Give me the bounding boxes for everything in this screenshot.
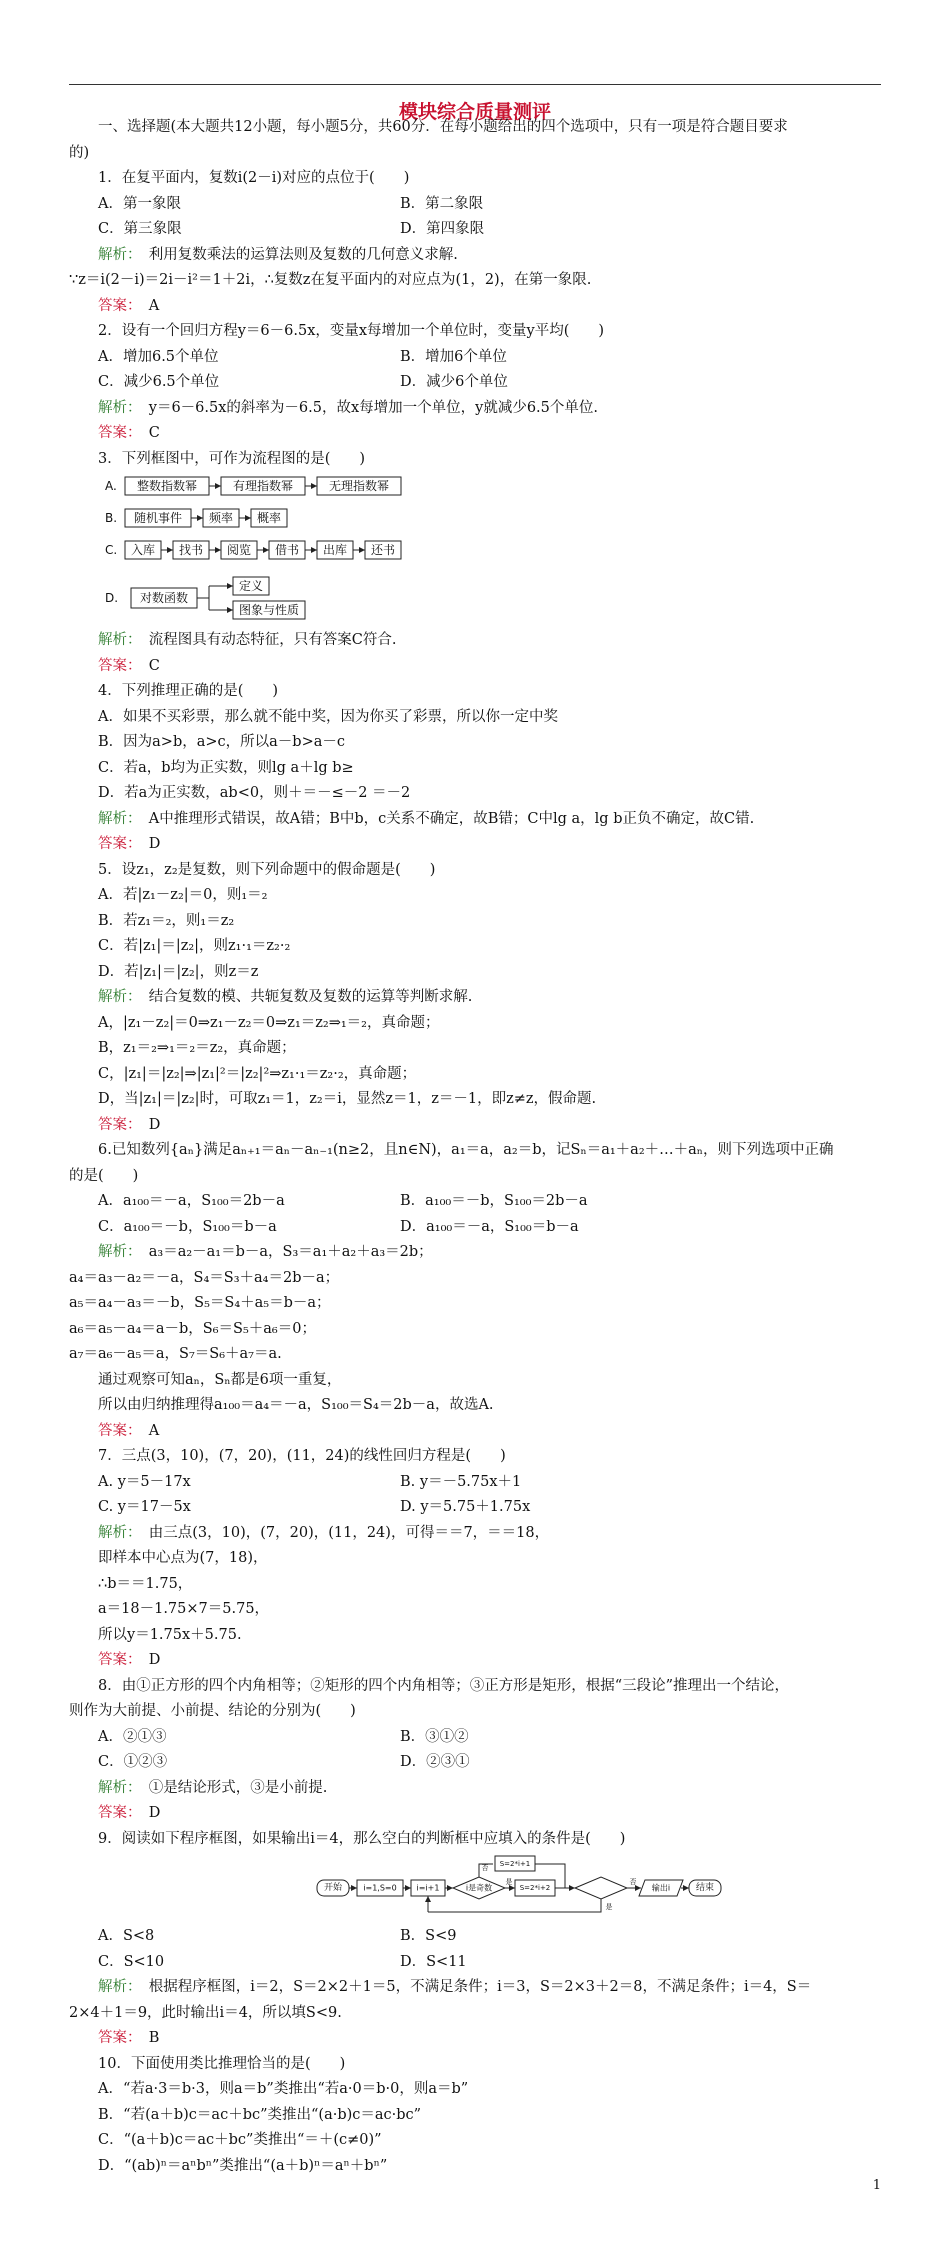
line-text: 结合复数的模、共轭复数及复数的运算等判断求解. xyxy=(134,989,473,1005)
flow-box-label: 还书 xyxy=(370,543,396,557)
flow-box-label: 无理指数幂 xyxy=(328,479,390,493)
flow-box-label: 借书 xyxy=(274,543,300,557)
line-text: 8．由①正方形的四个内角相等；②矩形的四个内角相等；③正方形是矩形，根据“三段论”推理出一个结论， xyxy=(98,1677,790,1694)
line-text: a₃＝a₂－a₁＝b－a，S₃＝a₁＋a₂＋a₃＝2b； xyxy=(134,1244,433,1260)
analysis-label: 解析： xyxy=(98,1524,135,1541)
flow-box-label: 概率 xyxy=(256,511,282,525)
text-line xyxy=(69,294,881,320)
text-line xyxy=(69,1950,881,1976)
text-line xyxy=(69,1419,881,1445)
flow-box-label: 出库 xyxy=(322,543,348,557)
init-label: i=1,S=0 xyxy=(363,1883,397,1893)
text-line xyxy=(69,1444,881,1470)
line-text: D．若|z₁|＝|z₂|，则z＝z xyxy=(98,963,259,980)
text-line xyxy=(69,654,881,680)
arrow-head xyxy=(245,515,251,521)
line-text: C. y＝17－5x xyxy=(98,1499,191,1515)
text-line xyxy=(69,2026,881,2052)
arrow-head xyxy=(215,547,221,553)
text-line xyxy=(69,1699,881,1725)
line-text: 10．下面使用类比推理恰当的是( ) xyxy=(98,2055,346,2072)
line-text: A xyxy=(134,297,160,314)
diagram-line xyxy=(428,1899,601,1912)
line-text: 则作为大前提、小前提、结论的分别为( ) xyxy=(69,1703,356,1719)
analysis-label: 解析： xyxy=(98,1979,135,1995)
analysis-label: 解析： xyxy=(98,989,135,1005)
line-text: 所以y＝1.75x＋5.75. xyxy=(98,1626,242,1643)
branch-label: 否 xyxy=(481,1864,489,1872)
text-line xyxy=(69,1215,881,1241)
arrow-head xyxy=(227,583,233,589)
line-text: a₆＝a₅－a₄＝a－b，S₆＝S₅＋a₆＝0； xyxy=(69,1320,316,1337)
arrow-head xyxy=(311,547,317,553)
analysis-label: 解析： xyxy=(98,1244,135,1260)
line-text: 7．三点(3，10)，(7，20)，(11，24)的线性回归方程是( ) xyxy=(98,1448,506,1464)
odd-assign-label: S=2*i+2 xyxy=(519,1884,551,1892)
text-line xyxy=(69,1011,881,1037)
text-line xyxy=(69,985,881,1011)
flow-box-label: 找书 xyxy=(178,543,204,557)
line-text: 4．下列推理正确的是( ) xyxy=(98,683,279,699)
text-line xyxy=(69,2103,881,2129)
page-title: 模块综合质量测评 xyxy=(398,101,551,123)
line-text: 根据程序框图，i＝2，S＝2×2＋1＝5，不满足条件；i＝3，S＝2×3＋2＝8，不满足条件；i＝4，S＝ xyxy=(134,1979,812,1995)
line-text: C．若a，b均为正实数，则lg a＋lg b≥ xyxy=(98,759,354,776)
text-line xyxy=(69,1572,881,1598)
option-label: A. xyxy=(105,479,117,493)
line-text: C．a₁₀₀＝－b，S₁₀₀＝b－a xyxy=(98,1218,277,1235)
program-flowchart-figure xyxy=(69,1852,881,1920)
line-text: C．“(a＋b)c＝ac＋bc”类推出“＝＋(c≠0)” xyxy=(98,2132,382,2148)
text-line xyxy=(69,1597,881,1623)
line-text: 一、选择题(本大题共12小题，每小题5分，共60分．在每小题给出的四个选项中，只有一项是符合题目要求 xyxy=(98,119,788,135)
line-text: a₅＝a₄－a₃＝－b，S₅＝S₄＋a₅＝b－a； xyxy=(69,1295,331,1311)
text-line xyxy=(69,1062,881,1088)
line-text: A，|z₁－z₂|＝0⇒z₁－z₂＝0⇒z₁＝z₂⇒₁＝₂，真命题； xyxy=(98,1014,440,1031)
analysis-label: 解析： xyxy=(98,810,135,827)
analysis-label: 解析： xyxy=(98,632,135,648)
answer-label: 答案： xyxy=(98,1422,135,1439)
text-line xyxy=(69,1470,881,1496)
text-line xyxy=(69,1623,881,1649)
arrow-head xyxy=(311,483,317,489)
line-text: A xyxy=(134,1422,160,1439)
document-body xyxy=(69,115,881,2179)
line-text: A．S<8 xyxy=(98,1928,155,1944)
flow-box-label: 对数函数 xyxy=(139,591,189,605)
line-text: A．第一象限 xyxy=(98,195,181,212)
analysis-label: 解析： xyxy=(98,399,135,416)
arrow-head xyxy=(351,1885,357,1891)
text-line xyxy=(69,2128,881,2154)
text-line xyxy=(69,628,881,654)
line-text: a＝18－1.75×7＝5.75， xyxy=(98,1601,270,1617)
blank-condition-diamond xyxy=(575,1877,627,1899)
option-right: D．②③① xyxy=(400,1754,470,1770)
text-line xyxy=(69,192,881,218)
option-label: B. xyxy=(105,511,118,525)
line-text: D xyxy=(134,836,161,852)
text-line xyxy=(69,781,881,807)
header-rule xyxy=(69,84,881,85)
text-line xyxy=(69,1266,881,1292)
text-line xyxy=(69,1801,881,1827)
line-text: D xyxy=(134,1116,161,1133)
option-right: D．a₁₀₀＝－a，S₁₀₀＝b－a xyxy=(400,1218,579,1235)
text-line xyxy=(69,1750,881,1776)
line-text: B．若z₁＝₂，则₁＝z₂ xyxy=(98,912,235,929)
option-right: D．减少6个单位 xyxy=(400,374,508,390)
text-line xyxy=(69,679,881,705)
line-text: A．“若a·3＝b·3，则a＝b”类推出“若a·0＝b·0，则a＝b” xyxy=(98,2081,469,2097)
line-text: 5．设z₁，z₂是复数，则下列命题中的假命题是( ) xyxy=(98,861,436,878)
text-line xyxy=(69,1975,881,2001)
line-text: D．“(ab)ⁿ＝aⁿbⁿ”类推出“(a＋b)ⁿ＝aⁿ＋bⁿ” xyxy=(98,2157,388,2174)
line-text: A. y＝5－17x xyxy=(98,1473,191,1490)
line-text: C．①②③ xyxy=(98,1754,168,1770)
text-line xyxy=(69,1725,881,1751)
text-line xyxy=(69,1648,881,1674)
line-text: A．②①③ xyxy=(98,1728,167,1745)
text-line xyxy=(69,1495,881,1521)
line-text: A．增加6.5个单位 xyxy=(98,348,219,365)
branch-label: 是 xyxy=(505,1878,513,1886)
line-text: C．若|z₁|＝|z₂|，则z₁·₁＝z₂·₂ xyxy=(98,938,291,954)
line-text: a₇＝a₆－a₅＝a，S₇＝S₆＋a₇＝a. xyxy=(69,1346,282,1362)
text-line xyxy=(69,730,881,756)
line-text: 流程图具有动态特征，只有答案C符合. xyxy=(134,632,397,648)
option-right: B．③①② xyxy=(400,1728,469,1745)
line-text: 即样本中心点为(7，18)， xyxy=(98,1550,268,1566)
line-text: C．减少6.5个单位 xyxy=(98,374,220,390)
question-3-figure xyxy=(69,472,881,628)
answer-label: 答案： xyxy=(98,657,135,674)
increment-label: i=i+1 xyxy=(416,1883,440,1893)
arrow-head xyxy=(227,607,233,613)
flow-box-label: 入库 xyxy=(130,543,156,557)
line-text: 的) xyxy=(69,144,90,161)
flow-box-label: 频率 xyxy=(208,511,234,525)
line-text: 由三点(3，10)，(7，20)，(11，24)，可得＝＝7，＝＝18， xyxy=(134,1524,550,1541)
branch-label: 否 xyxy=(629,1878,637,1886)
arrow-head xyxy=(405,1885,411,1891)
start-label: 开始 xyxy=(323,1883,343,1893)
option-right: D. y＝5.75＋1.75x xyxy=(400,1499,531,1515)
text-line xyxy=(69,396,881,422)
text-line xyxy=(69,1164,881,1190)
text-line xyxy=(69,909,881,935)
arrow-head xyxy=(167,547,173,553)
text-line xyxy=(69,217,881,243)
line-text: C xyxy=(134,657,160,674)
line-text: A．如果不买彩票，那么就不能中奖，因为你买了彩票，所以你一定中奖 xyxy=(98,708,558,725)
answer-label: 答案： xyxy=(98,836,135,852)
arrow-head xyxy=(197,515,203,521)
option-right: D．S<11 xyxy=(400,1953,467,1970)
text-line xyxy=(69,858,881,884)
text-line xyxy=(69,832,881,858)
text-line xyxy=(69,1924,881,1950)
text-line xyxy=(69,345,881,371)
line-text: D，当|z₁|＝|z₂|时，可取z₁＝1，z₂＝i，显然z＝1，z＝－1，即z≠z，假命题. xyxy=(98,1091,597,1107)
text-line xyxy=(69,756,881,782)
line-text: B，z₁＝₂⇒₁＝₂＝z₂，真命题； xyxy=(98,1040,296,1056)
flow-box-label: 定义 xyxy=(238,579,264,593)
line-text: y＝6－6.5x的斜率为－6.5，故x每增加一个单位，y就减少6.5个单位. xyxy=(134,399,598,416)
arrow-head xyxy=(683,1885,689,1891)
text-line xyxy=(69,960,881,986)
line-text: C．S<10 xyxy=(98,1953,165,1970)
odd-check-label: i是奇数 xyxy=(465,1883,493,1893)
output-label: 输出i xyxy=(651,1883,671,1893)
text-line xyxy=(69,1674,881,1700)
answer-label: 答案： xyxy=(98,2030,135,2046)
answer-label: 答案： xyxy=(98,1116,135,1133)
answer-label: 答案： xyxy=(98,1652,135,1668)
line-text: ①是结论形式，③是小前提. xyxy=(134,1779,328,1796)
text-line xyxy=(69,1113,881,1139)
line-text: B．因为a>b，a>c，所以a－b>a－c xyxy=(98,734,345,750)
arrow-head xyxy=(263,547,269,553)
text-line xyxy=(69,1342,881,1368)
line-text: 所以由归纳推理得a₁₀₀＝a₄＝－a，S₁₀₀＝S₄＝2b－a，故选A. xyxy=(98,1397,494,1413)
text-line xyxy=(69,1521,881,1547)
text-line xyxy=(69,1036,881,1062)
flow-box-label: 图象与性质 xyxy=(238,603,300,617)
text-line xyxy=(69,1393,881,1419)
text-line xyxy=(69,1138,881,1164)
page-number: 1 xyxy=(872,2178,881,2193)
text-line xyxy=(69,141,881,167)
option-label: D. xyxy=(105,591,119,605)
option-right: D．第四象限 xyxy=(400,221,485,237)
line-text: 1．在复平面内，复数i(2－i)对应的点位于( ) xyxy=(98,170,410,186)
option-right: B. y＝－5.75x＋1 xyxy=(400,1473,522,1490)
text-line xyxy=(69,807,881,833)
text-line xyxy=(69,319,881,345)
text-line xyxy=(69,1291,881,1317)
text-line xyxy=(69,1240,881,1266)
line-text: A中推理形式错误，故A错；B中b，c关系不确定，故B错；C中lg a，lg b正负不确定，故C错. xyxy=(134,810,755,827)
answer-label: 答案： xyxy=(98,297,135,314)
option-right: B．第二象限 xyxy=(400,195,484,212)
line-text: ∴b＝＝1.75， xyxy=(98,1575,193,1592)
line-text: ∵z＝i(2－i)＝2i－i²＝1＋2i，∴复数z在复平面内的对应点为(1，2)，在第一象限. xyxy=(69,272,592,288)
line-text: 的是( ) xyxy=(69,1167,139,1184)
branch-label: 是 xyxy=(605,1903,613,1911)
line-text: A．a₁₀₀＝－a，S₁₀₀＝2b－a xyxy=(98,1193,285,1209)
text-line xyxy=(69,1189,881,1215)
text-line xyxy=(69,2154,881,2180)
arrow-head xyxy=(425,1896,431,1902)
line-text: 2．设有一个回归方程y＝6－6.5x，变量x每增加一个单位时，变量y平均( ) xyxy=(98,323,605,339)
line-text: 利用复数乘法的运算法则及复数的几何意义求解. xyxy=(134,246,458,263)
text-line xyxy=(69,934,881,960)
flow-box-label: 有理指数幂 xyxy=(232,479,294,493)
arrow-head xyxy=(359,547,365,553)
text-line xyxy=(69,1827,881,1853)
question-9-figure xyxy=(69,1852,881,1924)
line-text: 3．下列框图中，可作为流程图的是( ) xyxy=(98,450,366,467)
arrow-head xyxy=(215,483,221,489)
option-right: B．S<9 xyxy=(400,1928,457,1944)
text-line xyxy=(69,1368,881,1394)
text-line xyxy=(69,2001,881,2027)
analysis-label: 解析： xyxy=(98,246,135,263)
text-line xyxy=(69,447,881,473)
end-label: 结束 xyxy=(695,1883,715,1893)
line-text: 2×4＋1＝9，此时输出i＝4，所以填S<9. xyxy=(69,2004,342,2021)
text-line xyxy=(69,115,881,141)
flow-box-label: 阅览 xyxy=(226,543,252,557)
line-text: C．第三象限 xyxy=(98,221,182,237)
option-right: B．增加6个单位 xyxy=(400,348,507,365)
flow-box-label: 随机事件 xyxy=(133,511,183,525)
line-text: 9．阅读如下程序框图，如果输出i＝4，那么空白的判断框中应填入的条件是( ) xyxy=(98,1830,626,1847)
text-line xyxy=(69,883,881,909)
text-line xyxy=(69,370,881,396)
text-line xyxy=(69,1317,881,1343)
text-line xyxy=(69,1087,881,1113)
flowchart-options-figure xyxy=(69,472,881,624)
line-text: D xyxy=(134,1652,161,1668)
line-text: 通过观察可知aₙ，Sₙ都是6项一重复， xyxy=(98,1371,342,1388)
line-text: a₄＝a₃－a₂＝－a，S₄＝S₃＋a₄＝2b－a； xyxy=(69,1269,340,1286)
line-text: B xyxy=(134,2030,160,2046)
answer-label: 答案： xyxy=(98,425,135,441)
line-text: C xyxy=(134,425,160,441)
text-line xyxy=(69,1546,881,1572)
text-line xyxy=(69,1776,881,1802)
option-label: C. xyxy=(105,543,118,557)
text-line xyxy=(69,268,881,294)
flow-box-label: 整数指数幂 xyxy=(136,479,198,493)
option-right: B．a₁₀₀＝－b，S₁₀₀＝2b－a xyxy=(400,1193,588,1209)
analysis-label: 解析： xyxy=(98,1779,135,1796)
line-text: C，|z₁|＝|z₂|⇒|z₁|²＝|z₂|²⇒z₁·₁＝z₂·₂，真命题； xyxy=(98,1065,417,1082)
text-line xyxy=(69,243,881,269)
text-line xyxy=(69,705,881,731)
line-text: A．若|z₁－z₂|＝0，则₁＝₂ xyxy=(98,887,268,903)
line-text: 6.已知数列{aₙ}满足aₙ₊₁＝aₙ－aₙ₋₁(n≥2，且n∈N)，a₁＝a，a₂＝b，记Sₙ＝a₁＋a₂＋…＋aₙ，则下列选项中正确 xyxy=(98,1142,834,1158)
even-assign-label: S=2*i+1 xyxy=(499,1860,531,1868)
line-text: D xyxy=(134,1805,161,1821)
text-line xyxy=(69,2052,881,2078)
line-text: D．若a为正实数，ab<0，则＋＝－≤－2 ＝－2 xyxy=(98,785,411,801)
answer-label: 答案： xyxy=(98,1805,135,1821)
text-line xyxy=(69,166,881,192)
text-line xyxy=(69,2077,881,2103)
text-line xyxy=(69,421,881,447)
line-text: B．“若(a＋b)c＝ac＋bc”类推出“(a·b)c＝ac·bc” xyxy=(98,2106,422,2123)
